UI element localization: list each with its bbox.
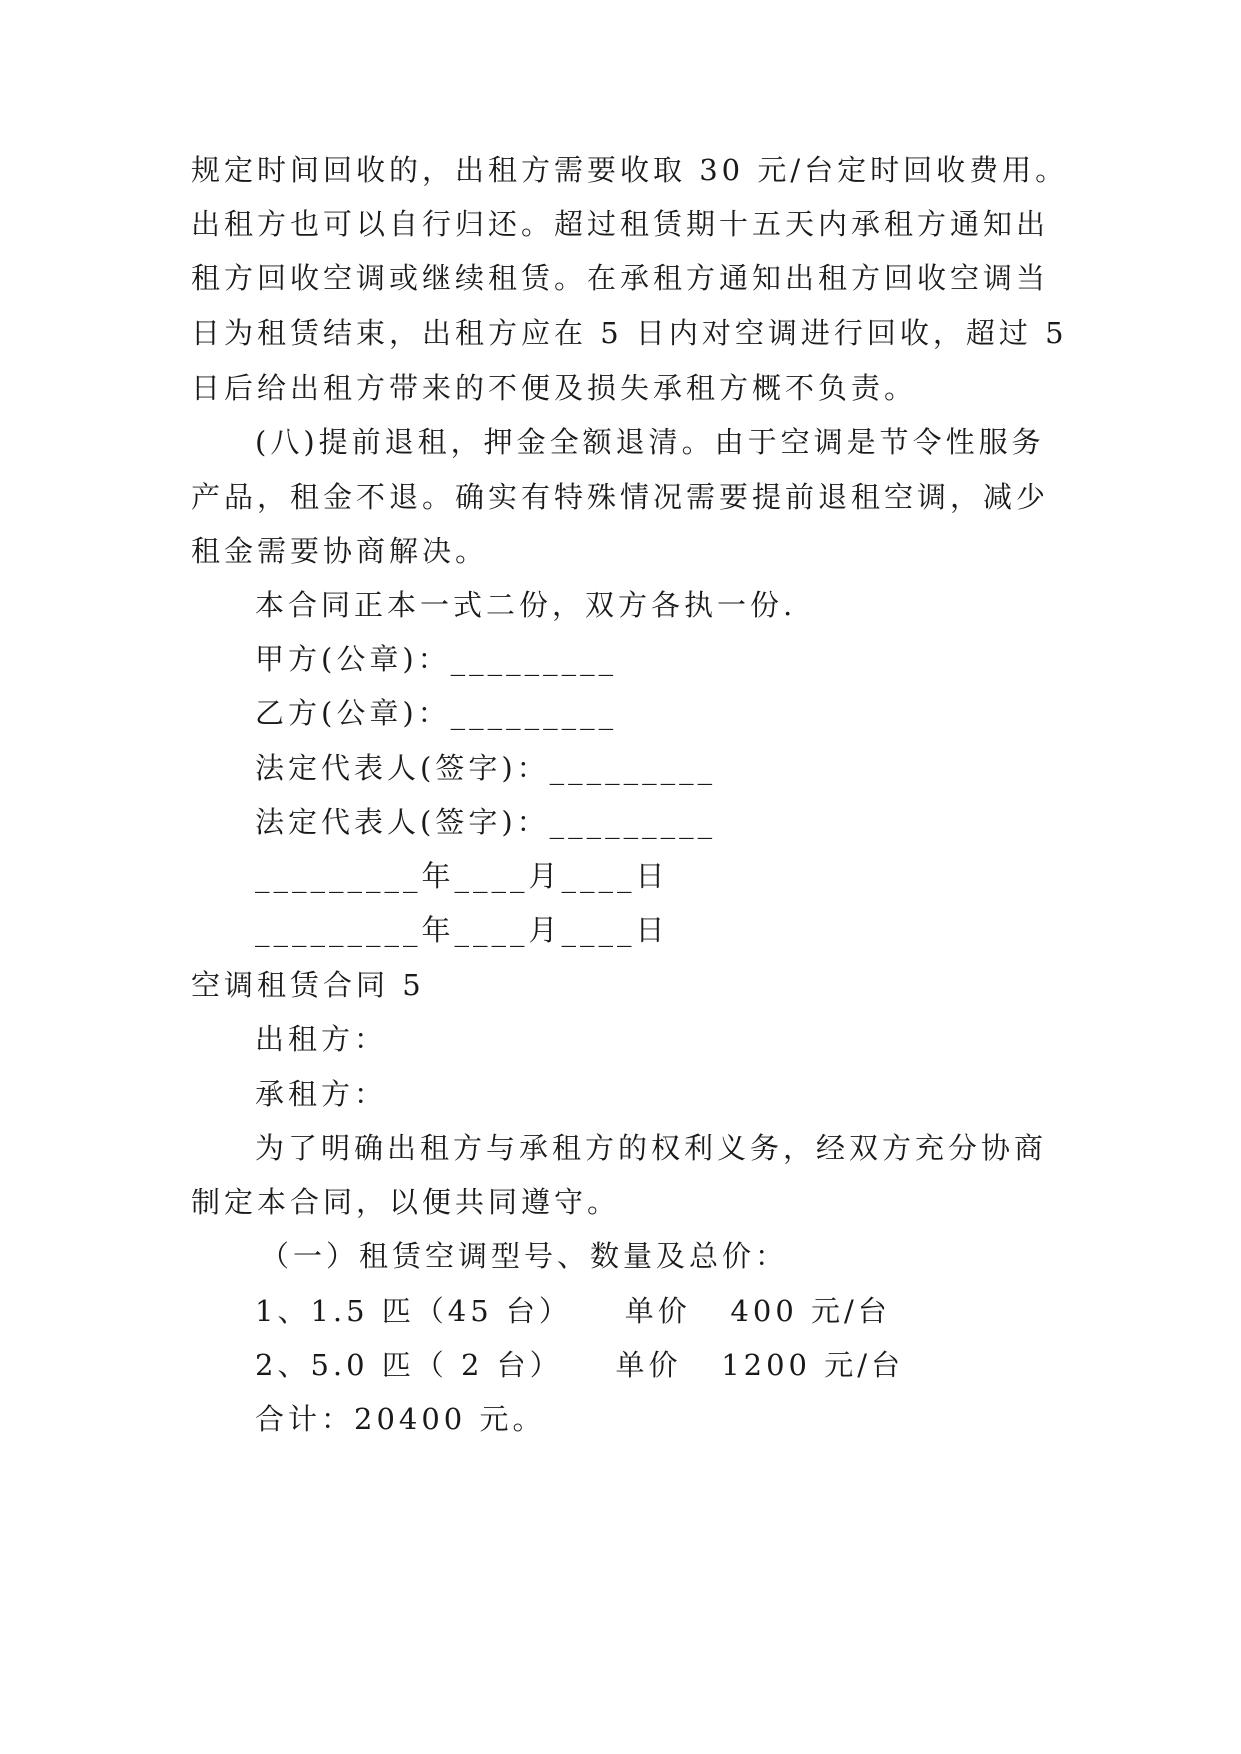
body-text-line: 日为租赁结束，出租方应在 5 日内对空调进行回收，超过 5	[191, 316, 1068, 350]
body-text-line: 日后给出租方带来的不便及损失承租方概不负责。	[191, 371, 918, 405]
preamble-line: 制定本合同，以便共同遵守。	[191, 1185, 621, 1219]
item-line: 1、1.5 匹（45 台） 单价 400 元/台	[255, 1294, 891, 1328]
body-text-line: 租方回收空调或继续租赁。在承租方通知出租方回收空调当	[191, 261, 1050, 295]
party-b-seal-line: 乙方(公章)：_________	[255, 696, 618, 730]
clause-eight-line: (八)提前退租，押金全额退清。由于空调是节令性服务	[255, 425, 1045, 459]
date-line: _________年____月____日	[255, 913, 669, 947]
copies-statement: 本合同正本一式二份，双方各执一份.	[255, 588, 797, 622]
lessee-label: 承租方：	[255, 1077, 388, 1111]
section-one-heading: （一）租赁空调型号、数量及总价：	[260, 1239, 789, 1273]
lessor-label: 出租方：	[255, 1022, 388, 1056]
body-text-line: 规定时间回收的，出租方需要收取 30 元/台定时回收费用。	[191, 153, 1069, 187]
date-line: _________年____月____日	[255, 859, 669, 893]
legal-rep-signature-line: 法定代表人(签字)：_________	[255, 751, 717, 785]
party-a-seal-line: 甲方(公章)：_________	[255, 642, 618, 676]
body-text-line: 租金需要协商解决。	[191, 534, 489, 568]
item-line: 2、5.0 匹（ 2 台） 单价 1200 元/台	[255, 1348, 904, 1382]
contract-heading: 空调租赁合同 5	[191, 968, 425, 1002]
preamble-line: 为了明确出租方与承租方的权利义务，经双方充分协商	[255, 1131, 1048, 1165]
legal-rep-signature-line: 法定代表人(签字)：_________	[255, 805, 717, 839]
body-text-line: 出租方也可以自行归还。超过租赁期十五天内承租方通知出	[191, 207, 1050, 241]
body-text-line: 产品，租金不退。确实有特殊情况需要提前退租空调，减少	[191, 480, 1050, 514]
total-line: 合计：20400 元。	[255, 1402, 546, 1436]
